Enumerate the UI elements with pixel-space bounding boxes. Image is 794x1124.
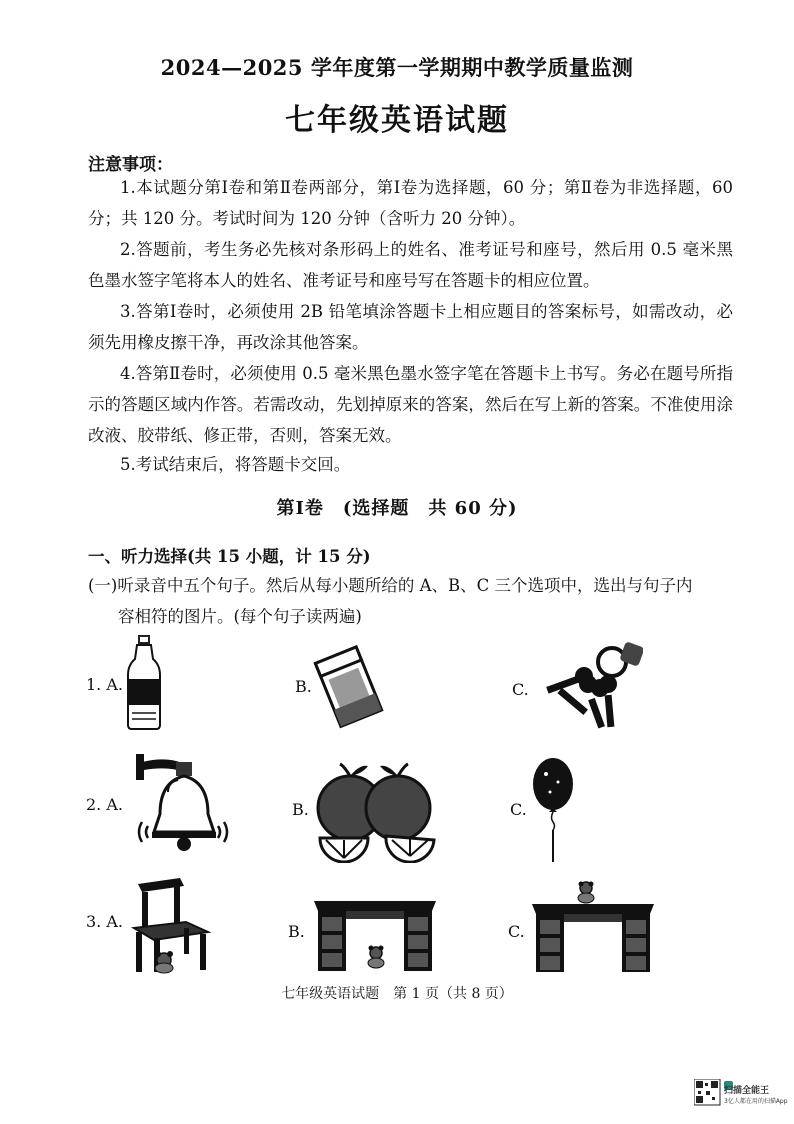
- note-item-1: 1.本试题分第Ⅰ卷和第Ⅱ卷两部分，第Ⅰ卷为选择题，60 分；第Ⅱ卷为非选择题，60 分；共 120 分。考试时间为 120 分钟（含听力 20 分钟）。: [88, 178, 733, 228]
- question-1-option-b-label: B.: [295, 677, 312, 696]
- question-3-option-b-label: B.: [288, 922, 305, 941]
- desk-toy-on-icon: [528, 880, 658, 974]
- chair-with-toy-icon: [124, 876, 214, 974]
- instruction-line-2: 容相符的图片。(每个句子读两遍): [118, 607, 362, 626]
- scanner-watermark: [724, 1083, 788, 1105]
- section-title: 第Ⅰ卷 (选择题 共 60 分): [276, 498, 518, 519]
- question-2-label: 2. A.: [86, 795, 123, 814]
- question-2-option-c-label: C.: [510, 800, 527, 819]
- note-item-3: 3.答第Ⅰ卷时，必须使用 2B 铅笔填涂答题卡上相应题目的答案标号，如需改动，必须先用橡皮擦干净，再改涂其他答案。: [88, 302, 733, 352]
- eraser-icon: [312, 640, 387, 730]
- instruction-line-1: (一)听录音中五个句子。然后从每小题所给的 A、B、C 三个选项中，选出与句子内: [88, 576, 693, 595]
- notes-heading: 注意事项：: [88, 155, 173, 175]
- listening-part-heading: 一、听力选择(共 15 小题，计 15 分): [88, 547, 371, 566]
- question-3-option-c-label: C.: [508, 922, 525, 941]
- bell-icon: [128, 752, 238, 860]
- page-footer: 七年级英语试题 第 1 页（共 8 页）: [281, 986, 513, 1002]
- scanner-watermark-line-1: 扫描全能王: [724, 1086, 770, 1096]
- note-item-2: 2.答题前，考生务必先核对条形码上的姓名、准考证号和座号，然后用 0.5 毫米黑色墨水签字笔将本人的姓名、准考证号和座号写在答题卡的相应位置。: [88, 240, 733, 290]
- keys-icon: [538, 640, 643, 740]
- note-item-4: 4.答第Ⅱ卷时，必须使用 0.5 毫米黑色墨水签字笔在答题卡上书写。务必在题号所指示的答题区域内作答。若需改动，先划掉原来的答案，然后在写上新的答案。不准使用涂改液、胶带纸、修正带，否则，答案无效。: [88, 364, 733, 445]
- exam-title: 2024—2025 学年度第一学期期中教学质量监测: [160, 55, 634, 80]
- oranges-icon: [310, 758, 440, 863]
- question-2-option-b-label: B.: [292, 800, 309, 819]
- note-item-5: 5.考试结束后，将答题卡交回。: [120, 455, 351, 474]
- balloon-icon: [528, 756, 578, 864]
- question-1-label: 1. A.: [86, 675, 123, 694]
- listening-instruction: [88, 570, 733, 632]
- question-1-option-c-label: C.: [512, 680, 529, 699]
- scanner-watermark-line-2: 3亿人都在用的扫描App: [724, 1098, 788, 1105]
- desk-toy-under-icon: [310, 893, 440, 973]
- bottle-icon: [124, 635, 164, 730]
- question-3-label: 3. A.: [86, 912, 123, 931]
- subject-title: 七年级英语试题: [285, 103, 509, 138]
